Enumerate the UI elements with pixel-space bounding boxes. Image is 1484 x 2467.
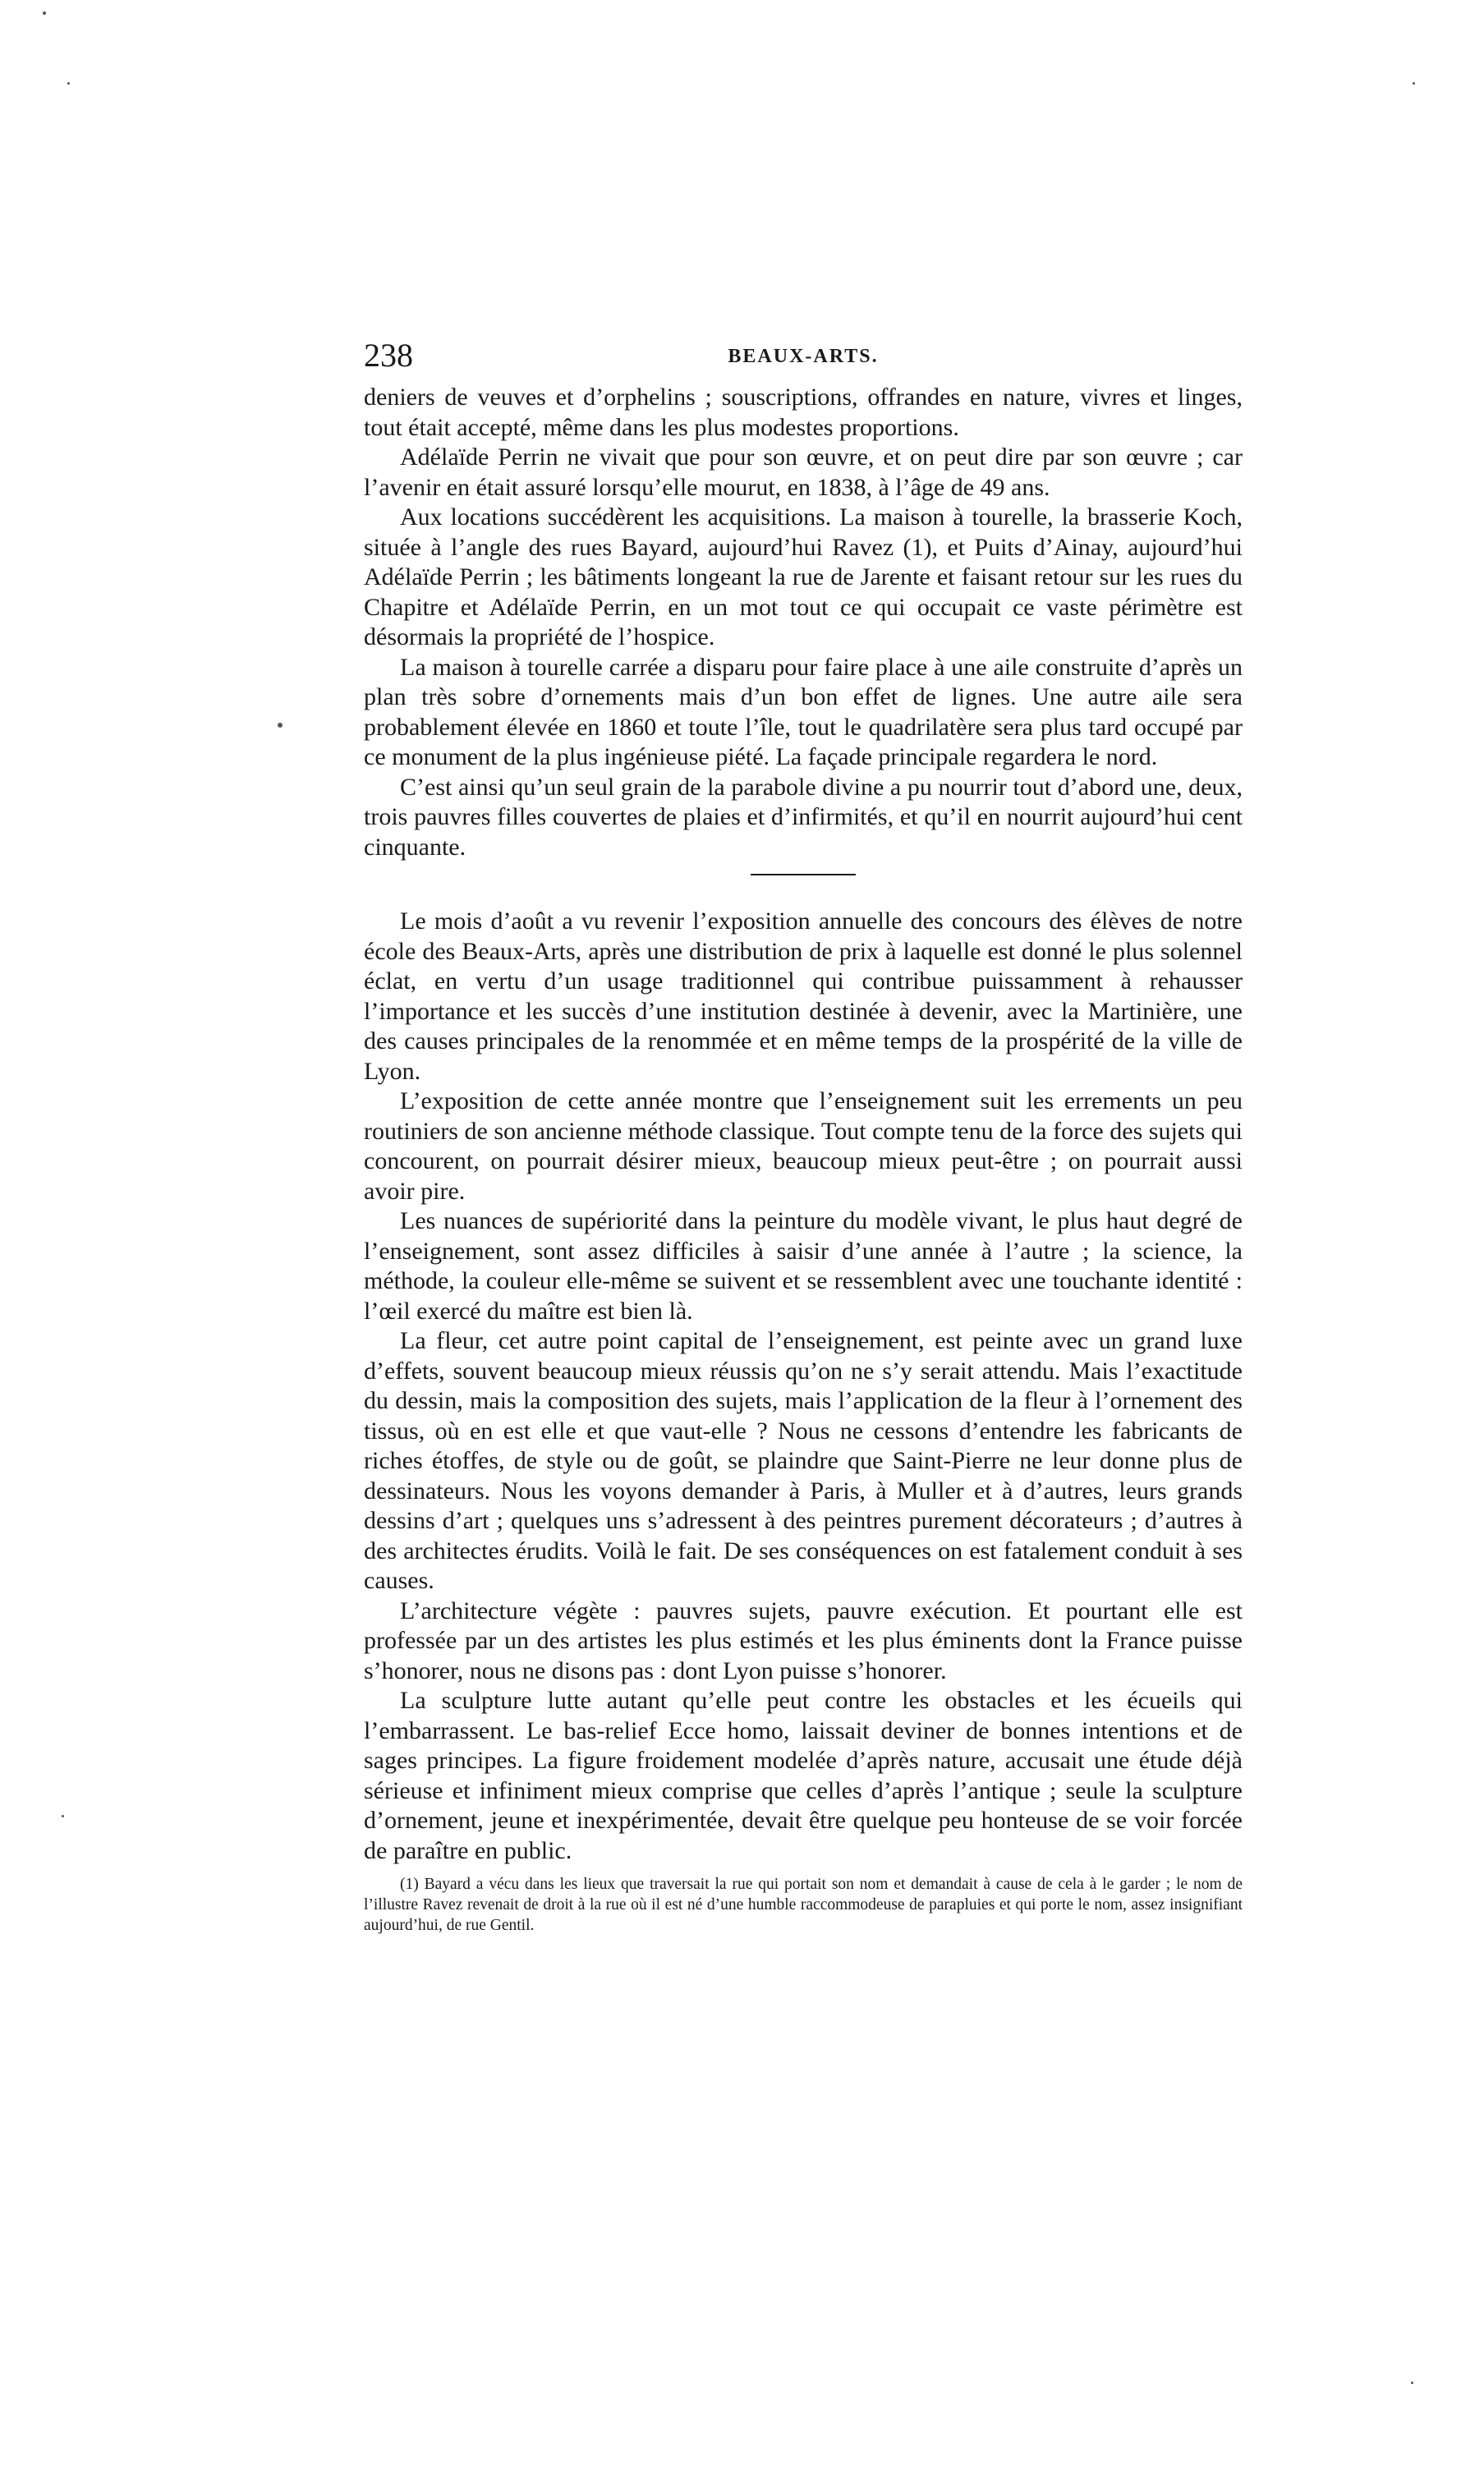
scan-speck xyxy=(1413,82,1415,85)
paragraph: La fleur, cet autre point capital de l’enseignement, est peinte avec un grand luxe d’effets, souvent beaucoup mieux réussis qu’on ne s’y serait attendu. Mais l’exactitude du dessin, mais la composition des sujets, mais l’application de la fleur à l’ornement des tissus, où en est elle et que vaut-elle ? Nous ne cessons d’entendre les fabricants de riches étoffes, de style ou de goût, se plaindre que Saint-Pierre ne leur donne plus de dessinateurs. Nous les voyons demander à Paris, à Muller et à d’autres, leurs grands dessins d’art ; quelques uns s’adressent à des peintres purement décorateurs ; d’autres à des architectes érudits. Voilà le fait. De ses conséquences on est fatalement conduit à ses causes. xyxy=(364,1327,1243,1594)
paragraph: Le mois d’août a vu revenir l’exposition annuelle des concours des élèves de notre école des Beaux-Arts, après une distribution de prix à laquelle est donné le plus solennel éclat, en vertu d’un usage traditionnel qui contribue puissamment à rehausser l’importance et les succès d’une institution destinée à devenir, avec la Martinière, une des causes principales de la renommée et en même temps de la prospérité de la ville de Lyon. xyxy=(364,907,1243,1085)
scan-speck xyxy=(43,11,46,15)
page-number: 238 xyxy=(364,337,413,374)
scan-speck xyxy=(1411,2382,1413,2384)
scan-speck xyxy=(67,82,70,85)
paragraph: Les nuances de supériorité dans la peinture du modèle vivant, le plus haut degré de l’enseignement, sont assez difficiles à saisir d’une année à l’autre ; la science, la méthode, la couleur elle-même se suivent et se ressemblent avec une touchante identité : l’œil exercé du maître est bien là. xyxy=(364,1207,1243,1325)
paragraph: La maison à tourelle carrée a disparu pour faire place à une aile construite d’après un plan très sobre d’ornements mais d’un bon effet de lignes. Une autre aile sera probablement élevée en 1860 et toute l’île, tout le quadrilatère sera plus tard occupé par ce monument de la plus ingénieuse piété. La façade principale regardera le nord. xyxy=(364,653,1243,770)
running-head: BEAUX-ARTS. xyxy=(728,346,879,367)
article-section-1 xyxy=(364,383,1243,862)
paragraph: Adélaïde Perrin ne vivait que pour son œuvre, et on peut dire par son œuvre ; car l’avenir en était assuré lorsqu’elle mourut, en 1838, à l’âge de 49 ans. xyxy=(364,443,1243,501)
paragraph: Aux locations succédèrent les acquisitions. La maison à tourelle, la brasserie Koch, située à l’angle des rues Bayard, aujourd’hui Ravez (1), et Puits d’Ainay, aujourd’hui Adélaïde Perrin ; les bâtiments longeant la rue de Jarente et faisant retour sur les rues du Chapitre et Adélaïde Perrin, en un mot tout ce qui occupait ce vaste périmètre est désormais la propriété de l’hospice. xyxy=(364,503,1243,650)
footnotes xyxy=(364,1874,1243,1936)
paragraph: C’est ainsi qu’un seul grain de la parabole divine a pu nourrir tout d’abord une, deux, trois pauvres filles couvertes de plaies et d’infirmités, et qu’il en nourrit aujourd’hui cent cinquante. xyxy=(364,773,1243,861)
article-section-2 xyxy=(364,907,1243,1866)
section-separator-rule xyxy=(751,874,856,875)
paragraph: L’architecture végète : pauvres sujets, pauvre exécution. Et pourtant elle est professée par un des artistes les plus estimés et les plus éminents dont la France puisse s’honorer, nous ne disons pas : dont Lyon puisse s’honorer. xyxy=(364,1596,1243,1684)
book-page xyxy=(364,335,1243,1936)
scan-speck xyxy=(62,1815,64,1817)
footnote: (1) Bayard a vécu dans les lieux que traversait la rue qui portait son nom et demandait à cause de cela à le garder ; le nom de l’illustre Ravez revenait de droit à la rue où il est né d’une humble raccommodeuse de parapluies et qui porte le nom, assez insignifiant aujourd’hui, de rue Gentil. xyxy=(364,1876,1243,1934)
paragraph: L’exposition de cette année montre que l’enseignement suit les errements un peu routiniers de son ancienne méthode classique. Tout compte tenu de la force des sujets qui concourent, on pourrait désirer mieux, beaucoup mieux peut-être ; on pourrait aussi avoir pire. xyxy=(364,1087,1243,1205)
paragraph: La sculpture lutte autant qu’elle peut contre les obstacles et les écueils qui l’embarrassent. Le bas-relief Ecce homo, laissait deviner de bonnes intentions et de sages principes. La figure froidement modelée d’après nature, accusait une étude déjà sérieuse et infiniment mieux comprise que celles d’après l’antique ; seule la sculpture d’ornement, jeune et inexpérimentée, devait être quelque peu honteuse de se voir forcée de paraître en public. xyxy=(364,1687,1243,1864)
page-header xyxy=(364,335,1243,376)
paragraph: deniers de veuves et d’orphelins ; souscriptions, offrandes en nature, vivres et linges, tout était accepté, même dans les plus modestes proportions. xyxy=(364,384,1243,441)
scan-speck xyxy=(278,723,283,728)
